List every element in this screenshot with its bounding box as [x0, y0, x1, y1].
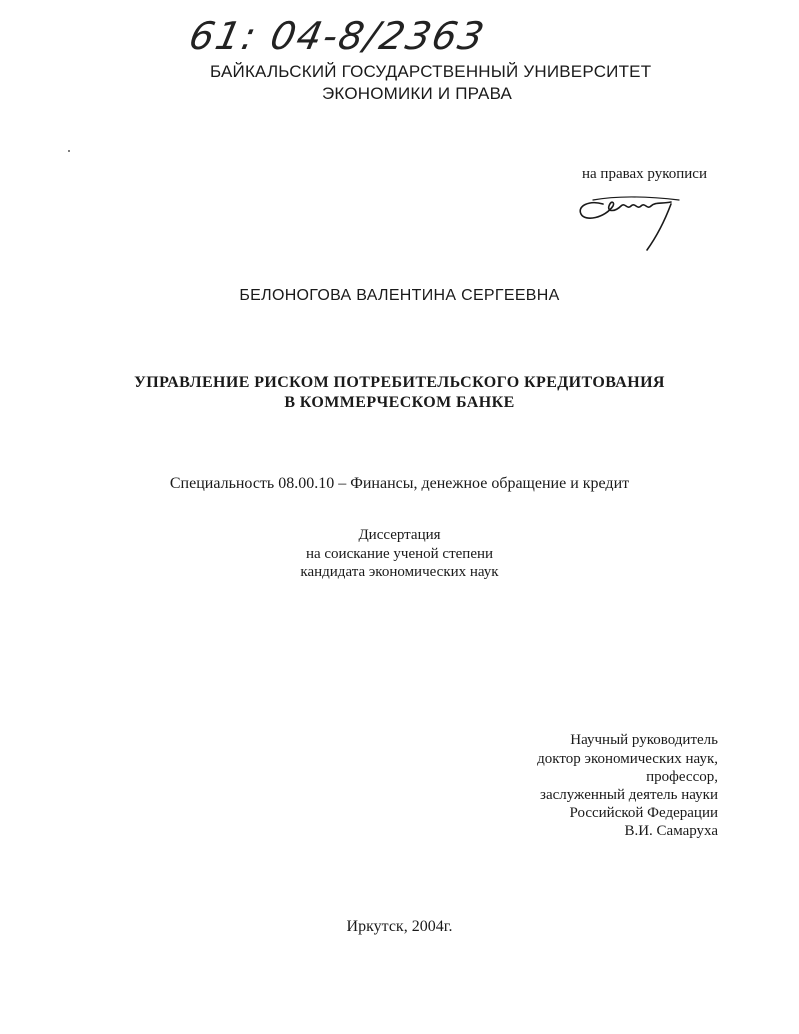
dissertation-label: Диссертация — [358, 527, 441, 543]
advisor-title: профессор, — [646, 769, 718, 785]
university-name-line2: ЭКОНОМИКИ И ПРАВА — [322, 84, 513, 103]
archive-number-handwritten: 61: 04-8/2363 — [185, 14, 490, 58]
signature-image — [575, 182, 685, 254]
scan-speck — [68, 150, 70, 152]
advisor-degree: доктор экономических наук, — [537, 751, 718, 767]
degree-name-line: кандидата экономических наук — [300, 564, 499, 580]
advisor-name: В.И. Самаруха — [624, 823, 718, 839]
degree-purpose-line: на соискание ученой степени — [305, 546, 494, 562]
advisor-honor-country: Российской Федерации — [569, 805, 718, 821]
university-name-line1: БАЙКАЛЬСКИЙ ГОСУДАРСТВЕННЫЙ УНИВЕРСИТЕТ — [210, 62, 652, 81]
dissertation-title-line2: В КОММЕРЧЕСКОМ БАНКЕ — [284, 394, 515, 411]
author-name: БЕЛОНОГОВА ВАЛЕНТИНА СЕРГЕЕВНА — [239, 287, 560, 304]
manuscript-rights-note: на правах рукописи — [582, 166, 707, 182]
specialty-line: Специальность 08.00.10 – Финансы, денежное обращение и кредит — [169, 475, 630, 492]
dissertation-title-line1: УПРАВЛЕНИЕ РИСКОМ ПОТРЕБИТЕЛЬСКОГО КРЕДИТОВАНИЯ — [134, 374, 665, 391]
advisor-honor: заслуженный деятель науки — [540, 787, 718, 803]
city-year: Иркутск, 2004г. — [346, 918, 453, 935]
advisor-heading: Научный руководитель — [570, 732, 718, 748]
